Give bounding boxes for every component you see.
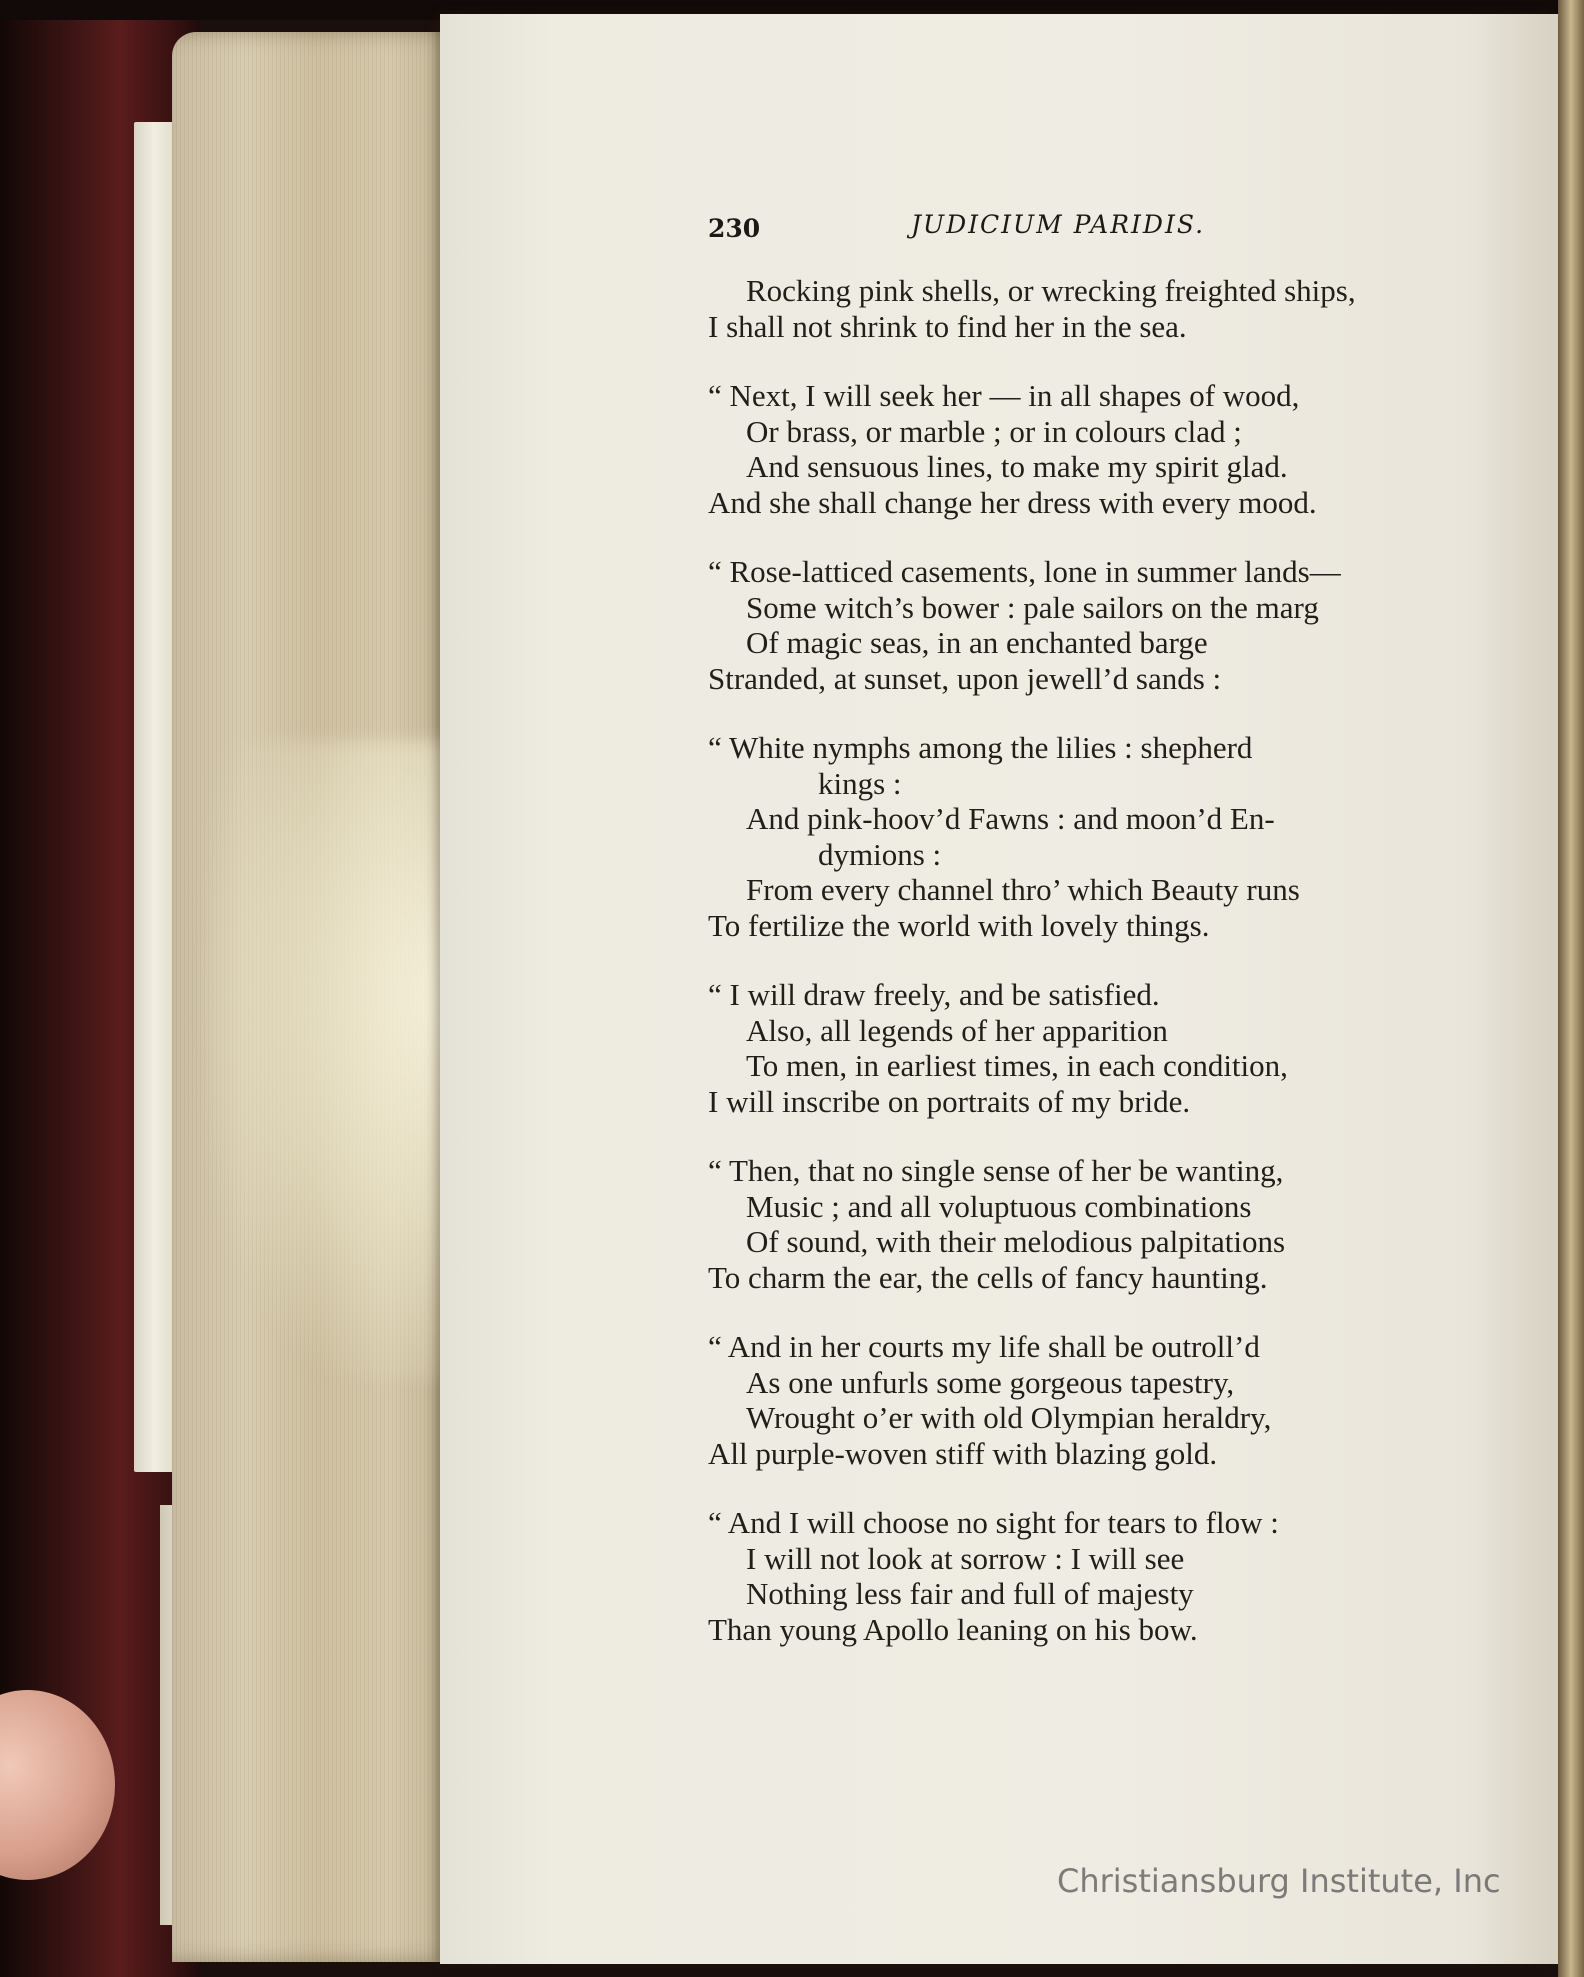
stanza [708, 378, 1488, 520]
poem-line: “ Next, I will seek her — in all shapes of wood, [708, 378, 1300, 413]
poem-line: Some witch’s bower : pale sailors on the marg [746, 589, 1319, 625]
poem-line: “ And in her courts my life shall be outroll’d [708, 1329, 1260, 1364]
poem-line: To men, in earliest times, in each condition, [746, 1048, 1288, 1083]
stanza [708, 554, 1488, 696]
poem-line: Music ; and all voluptuous combinations [746, 1188, 1252, 1224]
stanza [708, 1329, 1488, 1471]
poem-line: Rocking pink shells, or wrecking freighted ships, [746, 273, 1356, 308]
poem-line: Of magic seas, in an enchanted barge [746, 625, 1208, 660]
poem-line: And she shall change her dress with every mood. [708, 484, 1317, 520]
poem-line: I will not look at sorrow : I will see [746, 1540, 1185, 1576]
poem-line: I shall not shrink to find her in the sea. [708, 308, 1187, 344]
poem-line: All purple-woven stiff with blazing gold. [708, 1435, 1218, 1471]
stanza [708, 1505, 1488, 1647]
stanza [708, 730, 1488, 943]
next-page-edge [1558, 0, 1584, 1977]
poem-text [708, 273, 1488, 1681]
poem-line: kings : [818, 765, 902, 801]
poem-line: “ And I will choose no sight for tears to flow : [708, 1505, 1279, 1540]
poem-line: From every channel thro’ which Beauty runs [746, 872, 1300, 907]
stanza [708, 273, 1488, 344]
poem-line: “ Then, that no single sense of her be wanting, [708, 1153, 1284, 1188]
poem-line: “ Rose-latticed casements, lone in summer lands— [708, 554, 1341, 589]
poem-line: Wrought o’er with old Olympian heraldry, [746, 1400, 1272, 1435]
bookmark-slip [134, 122, 174, 1472]
page-number: 230 [708, 214, 761, 243]
poem-line: And sensuous lines, to make my spirit glad. [746, 449, 1288, 484]
poem-line: “ I will draw freely, and be satisfied. [708, 977, 1160, 1012]
poem-line: Than young Apollo leaning on his bow. [708, 1611, 1198, 1647]
poem-line: Also, all legends of her apparition [746, 1012, 1168, 1048]
watermark: Christiansburg Institute, Inc [1057, 1862, 1501, 1900]
poem-line: Nothing less fair and full of majesty [746, 1576, 1194, 1611]
poem-line: I will inscribe on portraits of my bride. [708, 1083, 1191, 1119]
poem-line: Stranded, at sunset, upon jewell’d sands : [708, 660, 1222, 696]
poem-line: Of sound, with their melodious palpitations [746, 1224, 1286, 1259]
running-title: JUDICIUM PARIDIS. [911, 210, 1206, 239]
running-head [708, 210, 1528, 250]
poem-line: And pink-hoov’d Fawns : and moon’d En- [746, 801, 1275, 836]
poem-line: To fertilize the world with lovely things. [708, 907, 1210, 943]
stanza [708, 1153, 1488, 1295]
stanza [708, 977, 1488, 1119]
poem-line: “ White nymphs among the lilies : shepherd [708, 730, 1253, 765]
poem-line: Or brass, or marble ; or in colours clad ; [746, 413, 1242, 449]
poem-line: To charm the ear, the cells of fancy haunting. [708, 1259, 1268, 1295]
poem-line: As one unfurls some gorgeous tapestry, [746, 1364, 1235, 1400]
poem-line: dymions : [818, 836, 942, 872]
